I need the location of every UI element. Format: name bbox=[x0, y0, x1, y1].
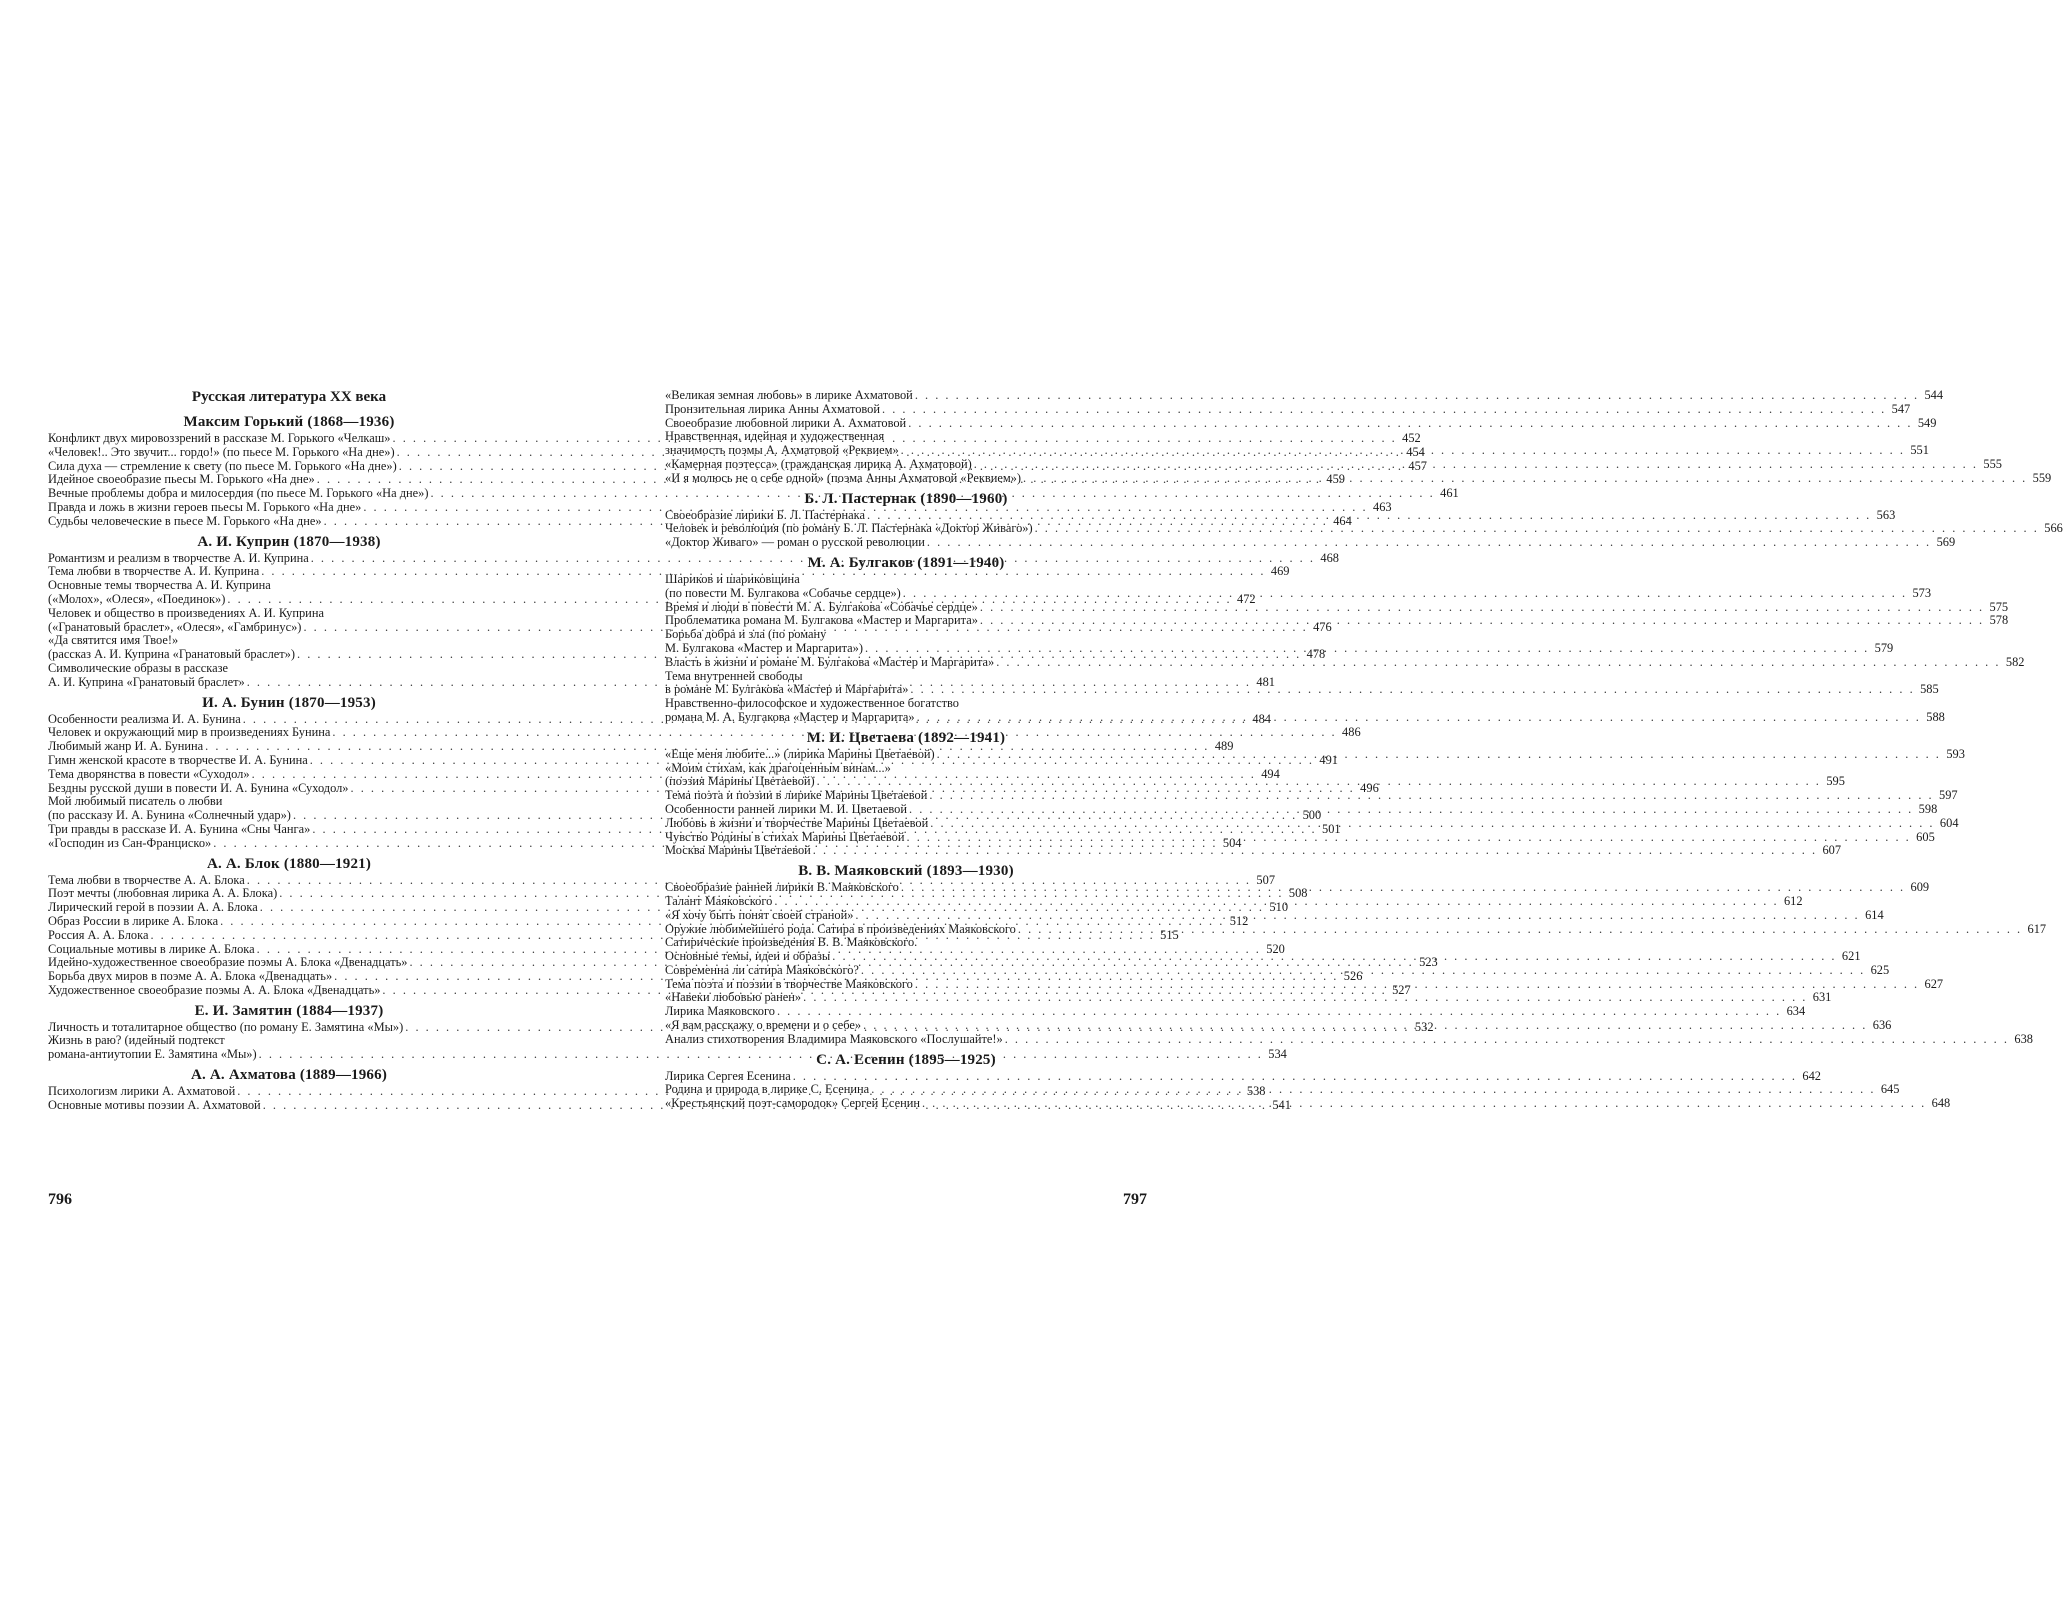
toc-entry-title: «Я хочу быть понят своей страной» bbox=[665, 907, 854, 922]
toc-entry-title: Оружие любимейшего рода. Сатира в произведениях Маяковского bbox=[665, 921, 1016, 936]
toc-entry-title: «Камерная поэтесса» (гражданская лирика А. Ахматовой) bbox=[665, 456, 972, 471]
toc-entry-page: 597 bbox=[1939, 788, 1958, 803]
toc-entry-page: 457 bbox=[1408, 458, 1427, 473]
toc-entry-title: Современна ли сатира Маяковского? bbox=[665, 962, 859, 977]
toc-entry-title: Три правды в рассказе И. А. Бунина «Сны Чанга» bbox=[48, 821, 311, 836]
toc-entry-page: 634 bbox=[1786, 1004, 1806, 1019]
main-title: Русская литература XX века bbox=[191, 389, 387, 405]
toc-entry-page: 578 bbox=[1989, 613, 2009, 628]
toc-entry-title: Сила духа — стремление к свету (по пьесе М. Горького «На дне») bbox=[48, 458, 397, 473]
toc-entry-page: 494 bbox=[1261, 766, 1280, 781]
toc-entry[interactable] bbox=[665, 990, 1832, 1005]
dot-leader bbox=[1018, 923, 2022, 937]
toc-entry-title: Время и люди в повести М. А. Булгакова «Собачье сердце» bbox=[665, 599, 978, 614]
toc-entry-page: 532 bbox=[1414, 1019, 1434, 1034]
dot-leader bbox=[882, 403, 1886, 417]
toc-entry-title-line: Основные темы творчества А. И. Куприна bbox=[48, 578, 271, 593]
toc-entry-title: Борьба двух миров в поэме А. А. Блока «Двенадцать» bbox=[48, 969, 333, 984]
toc-entry[interactable] bbox=[665, 1031, 2033, 1047]
author-heading: Максим Горький (1868—1936) bbox=[183, 414, 395, 430]
toc-entry-title: Художественное своеобразие поэмы А. А. Блока «Двенадцать» bbox=[48, 982, 381, 997]
toc-entry-title: значимость поэмы А. Ахматовой «Реквием» bbox=[665, 443, 899, 458]
toc-entry-title: Своеобразие лирики Б. Л. Пастернака bbox=[665, 507, 866, 522]
toc-entry-page: 454 bbox=[1406, 444, 1425, 459]
toc-entry-page: 526 bbox=[1343, 969, 1363, 984]
toc-entry-title: Особенности ранней лирики М. И. Цветаевой bbox=[665, 801, 908, 816]
toc-entry-page: 547 bbox=[1891, 401, 1911, 416]
toc-entry-title: Идейно-художественное своеобразие поэмы А. Блока «Двенадцать» bbox=[48, 955, 408, 970]
toc-entry-page: 504 bbox=[1222, 835, 1242, 850]
page-number-left: 796 bbox=[48, 1191, 72, 1208]
toc-entry-title: (поэзия Марины Цветаевой) bbox=[665, 774, 815, 789]
toc-entry-title: Лирический герой в поэзии А. А. Блока bbox=[48, 900, 258, 915]
dot-leader bbox=[929, 789, 1933, 803]
dot-leader bbox=[903, 587, 1907, 601]
toc-entry-page: 486 bbox=[1342, 725, 1361, 740]
toc-entry[interactable] bbox=[665, 599, 2009, 615]
toc-entry-title: Гимн женской красоте в творчестве И. А. Бунина bbox=[48, 752, 308, 767]
dot-leader bbox=[863, 1019, 1867, 1033]
toc-entry-page: 575 bbox=[1989, 599, 2009, 614]
toc-entry-title: «Господин из Сан-Франциско» bbox=[48, 835, 212, 850]
toc-entry-page: 607 bbox=[1822, 843, 1842, 858]
toc-entry-title: Любовь в жизни и творчестве Марины Цветаевой bbox=[665, 815, 929, 830]
toc-entry-title: Анализ стихотворения Владимира Маяковского «Послушайте!» bbox=[665, 1031, 1003, 1046]
toc-entry-page: 617 bbox=[2027, 921, 2047, 936]
toc-entry-page: 489 bbox=[1214, 739, 1234, 754]
toc-entry-title: Талант Маяковского bbox=[665, 893, 773, 908]
author-heading: Б. Л. Пастернак (1890—1960) bbox=[804, 490, 1008, 507]
toc-entry-page: 612 bbox=[1783, 893, 1803, 908]
toc-entry-title: в романе М. Булгакова «Мастер и Маргарита» bbox=[665, 682, 909, 697]
toc-entry-title: (по рассказу И. А. Бунина «Солнечный удар») bbox=[48, 808, 291, 823]
toc-entry-page: 510 bbox=[1269, 900, 1289, 915]
author-heading: А. И. Куприн (1870—1938) bbox=[197, 533, 381, 550]
toc-entry[interactable] bbox=[665, 415, 1937, 431]
toc-entry-title: Психологизм лирики А. Ахматовой bbox=[48, 1084, 236, 1099]
toc-entry[interactable] bbox=[665, 535, 1956, 550]
toc-entry-title: «И я молюсь не о себе одной» (поэма Анны Ахматовой «Реквием») bbox=[665, 470, 1021, 485]
dot-leader bbox=[930, 817, 1934, 831]
toc-entry-title: Правда и ложь в жизни героев пьесы М. Горького «На дне» bbox=[48, 499, 362, 514]
dot-leader bbox=[1023, 472, 2027, 486]
dot-leader bbox=[803, 991, 1807, 1005]
toc-entry[interactable] bbox=[665, 788, 1958, 803]
toc-entry-page: 614 bbox=[1865, 907, 1884, 922]
toc-entry-title: Проблематика романа М. Булгакова «Мастер и Маргарита» bbox=[665, 613, 978, 628]
toc-entry-page: 625 bbox=[1870, 962, 1890, 977]
toc-entry-page: 469 bbox=[1270, 564, 1290, 579]
author-heading: А. А. Блок (1880—1921) bbox=[206, 855, 372, 872]
dot-leader bbox=[980, 601, 1984, 615]
dot-leader bbox=[915, 978, 1919, 992]
toc-entry-page: 573 bbox=[1912, 585, 1932, 600]
toc-entry-title: Тема любви в творчестве А. И. Куприна bbox=[48, 564, 260, 579]
toc-entry-page: 527 bbox=[1392, 982, 1411, 997]
toc-entry-title: Россия А. А. Блока bbox=[48, 927, 149, 942]
toc-entry[interactable] bbox=[665, 401, 1911, 417]
dot-leader bbox=[871, 1083, 1875, 1097]
toc-entry-title: Конфликт двух мировоззрений в рассказе М. Горького «Челкаш» bbox=[48, 431, 391, 445]
toc-entry-page: 582 bbox=[2005, 654, 2025, 669]
dot-leader bbox=[817, 775, 1821, 789]
toc-entry-title: Человек и революция (по роману Б. Л. Пастернака «Доктор Живаго») bbox=[665, 521, 1033, 536]
toc-entry-page: 507 bbox=[1256, 872, 1276, 887]
toc-entry-title: (по повести М. Булгакова «Собачье сердце») bbox=[665, 585, 901, 600]
dot-leader bbox=[917, 711, 1921, 725]
toc-entry-page: 631 bbox=[1812, 990, 1832, 1005]
toc-entry-title: Пронзительная лирика Анны Ахматовой bbox=[665, 401, 880, 416]
toc-entry-page: 463 bbox=[1373, 499, 1392, 514]
toc-entry-title: Идейное своеобразие пьесы М. Горького «На дне» bbox=[48, 472, 315, 487]
toc-entry-page: 500 bbox=[1302, 808, 1322, 823]
toc-entry-page: 496 bbox=[1360, 780, 1379, 795]
toc-entry[interactable] bbox=[665, 843, 1842, 858]
dot-leader bbox=[855, 909, 1859, 923]
toc-entry-page: 609 bbox=[1910, 880, 1930, 895]
toc-entry-page: 566 bbox=[2044, 521, 2063, 536]
toc-entry-title: Чувство Родины в стихах Марины Цветаевой bbox=[665, 829, 905, 844]
author-heading: И. А. Бунин (1870—1953) bbox=[202, 694, 376, 711]
toc-entry-page: 604 bbox=[1939, 815, 1959, 830]
dot-leader bbox=[915, 389, 1919, 403]
toc-entry-title: Особенности реализма И. А. Бунина bbox=[48, 711, 241, 726]
dot-leader bbox=[901, 444, 1905, 458]
toc-entry-title: Тема дворянства в повести «Суходол» bbox=[48, 766, 250, 781]
toc-entry-title: Основные темы, идеи и образы bbox=[665, 949, 831, 964]
toc-entry-title-line: Нравственно-философское и художественное богатство bbox=[665, 696, 959, 711]
dot-leader bbox=[910, 683, 1914, 697]
toc-entry-page: 501 bbox=[1322, 821, 1341, 836]
dot-leader bbox=[1035, 522, 2039, 536]
toc-entry-page: 585 bbox=[1920, 682, 1939, 697]
toc-entry-page: 476 bbox=[1313, 619, 1332, 634]
dot-leader bbox=[907, 831, 1911, 845]
toc-entry-page: 515 bbox=[1160, 927, 1179, 942]
toc-entry-title: Личность и тоталитарное общество (по роману Е. Замятина «Мы») bbox=[48, 1019, 404, 1034]
dot-leader bbox=[909, 803, 1913, 817]
toc-entry-title: «Навеки любовью ранен» bbox=[665, 990, 802, 1005]
toc-entry-page: 621 bbox=[1841, 949, 1861, 964]
dot-leader bbox=[777, 1005, 1781, 1019]
dot-leader bbox=[867, 509, 1871, 523]
toc-entry-title: романа-антиутопии Е. Замятина «Мы») bbox=[48, 1047, 257, 1062]
toc-entry-page: 648 bbox=[1931, 1096, 1951, 1111]
toc-entry-page: 534 bbox=[1268, 1047, 1287, 1062]
dot-leader bbox=[901, 881, 1905, 895]
toc-entry-page: 636 bbox=[1872, 1018, 1892, 1033]
author-heading: В. В. Маяковский (1893—1930) bbox=[798, 863, 1014, 880]
toc-entry-title-line: «Да святится имя Твое!» bbox=[48, 633, 179, 648]
toc-entry-title: Основные мотивы поэзии А. Ахматовой bbox=[48, 1097, 261, 1112]
toc-entry-title: романа М. А. Булгакова «Мастер и Маргарита» bbox=[665, 709, 915, 724]
toc-entry-page: 642 bbox=[1802, 1068, 1821, 1083]
toc-entry-title-line: Шариков и шариковщина bbox=[665, 571, 800, 586]
toc-entry-title: «Великая земная любовь» в лирике Ахматовой bbox=[665, 388, 913, 402]
toc-entry[interactable] bbox=[665, 1068, 1821, 1084]
toc-entry-title: Поэт мечты (любовная лирика А. А. Блока) bbox=[48, 886, 278, 901]
toc-entry[interactable] bbox=[665, 521, 2063, 536]
toc-entry-title: Человек и окружающий мир в произведениях Бунина bbox=[48, 725, 331, 740]
toc-entry-page: 569 bbox=[1936, 535, 1956, 550]
toc-entry-title: Бездны русской души в повести И. А. Бунина «Суходол» bbox=[48, 780, 349, 795]
toc-entry-page: 484 bbox=[1252, 711, 1271, 726]
toc-entry-title: «Человек!.. Это звучит... гордо!» (по пьесе М. Горького «На дне») bbox=[48, 444, 395, 459]
toc-entry-title: «Еще меня любите...» (лирика Марины Цветаевой) bbox=[665, 746, 935, 761]
toc-entry-page: 461 bbox=[1440, 486, 1459, 501]
toc-entry-title-line: Человек и общество в произведениях А. И. Куприна bbox=[48, 605, 324, 620]
toc-entry-title: Социальные мотивы в лирике А. Блока bbox=[48, 941, 255, 956]
toc-entry-title: Москва Марины Цветаевой bbox=[665, 843, 811, 858]
toc-entry-title: «Крестьянский поэт-самородок» Сергей Есенин bbox=[665, 1096, 920, 1111]
dot-leader bbox=[793, 1070, 1797, 1084]
dot-leader bbox=[974, 458, 1978, 472]
toc-entry-title: Тема поэта и поэзии в творчестве Маяковского bbox=[665, 976, 913, 991]
dot-leader bbox=[865, 642, 1869, 656]
toc-entry-title: («Молох», «Олеся», «Поединок») bbox=[48, 591, 226, 606]
toc-entry-page: 555 bbox=[1983, 456, 2002, 471]
toc-entry-title-line: «Моим стихам, как драгоценным винам...» bbox=[665, 760, 891, 775]
toc-entry-page: 459 bbox=[1326, 472, 1345, 487]
toc-entry[interactable] bbox=[665, 1004, 1806, 1019]
toc-entry-page: 452 bbox=[1402, 431, 1421, 445]
toc-entry-page: 588 bbox=[1926, 709, 1945, 724]
dot-leader bbox=[813, 844, 1817, 858]
toc-entry-page: 472 bbox=[1237, 591, 1256, 606]
toc-entry-title: М. Булгакова «Мастер и Маргарита») bbox=[665, 640, 863, 655]
toc-entry-title: Образ России в лирике А. Блока bbox=[48, 913, 219, 928]
toc-entry-page: 595 bbox=[1826, 774, 1845, 789]
dot-leader bbox=[980, 614, 1984, 628]
author-heading: Е. И. Замятин (1884—1937) bbox=[194, 1002, 384, 1019]
toc-entry-title: Романтизм и реализм в творчестве А. И. Куприна bbox=[48, 550, 309, 565]
dot-leader bbox=[832, 950, 1836, 964]
toc-entry-page: 520 bbox=[1266, 941, 1285, 956]
toc-entry-title: Судьбы человеческие в пьесе М. Горького «На дне» bbox=[48, 513, 322, 528]
dot-leader bbox=[996, 656, 2000, 670]
toc-entry-page: 541 bbox=[1272, 1097, 1291, 1112]
toc-entry-title: Лирика Маяковского bbox=[665, 1004, 775, 1019]
toc-entry-page: 491 bbox=[1319, 752, 1338, 767]
toc-entry-page: 605 bbox=[1916, 829, 1935, 844]
toc-entry-title: Вечные проблемы добра и милосердия (по пьесе М. Горького «На дне») bbox=[48, 486, 429, 501]
toc-entry-page: 559 bbox=[2032, 470, 2052, 485]
dot-leader bbox=[908, 417, 1912, 431]
toc-entry-page: 638 bbox=[2014, 1031, 2033, 1046]
toc-entry-page: 593 bbox=[1946, 746, 1965, 761]
toc-entry-page: 523 bbox=[1419, 955, 1438, 970]
toc-entry-page: 627 bbox=[1924, 976, 1944, 991]
toc-entry-title: «Я вам расскажу о времени и о себе» bbox=[665, 1018, 862, 1033]
toc-entry-page: 478 bbox=[1306, 647, 1326, 662]
toc-entry-page: 464 bbox=[1333, 513, 1352, 528]
toc-entry-page: 551 bbox=[1910, 443, 1929, 458]
toc-entry-title: (рассказ А. И. Куприна «Гранатовый браслет») bbox=[48, 647, 295, 662]
author-heading: М. И. Цветаева (1892—1941) bbox=[806, 729, 1006, 746]
author-heading: М. А. Булгаков (1891—1940) bbox=[807, 554, 1005, 571]
toc-entry-title: Любимый жанр И. А. Бунина bbox=[48, 739, 204, 754]
toc-entry-page: 512 bbox=[1229, 913, 1249, 928]
toc-entry-title-line: Борьба добра и зла (по роману bbox=[665, 627, 827, 642]
toc-entry-page: 544 bbox=[1924, 388, 1944, 402]
toc-entry-page: 508 bbox=[1288, 886, 1308, 901]
toc-entry[interactable] bbox=[665, 682, 1939, 697]
toc-entry-title-line: Мой любимый писатель о любви bbox=[48, 794, 223, 809]
toc-entry-title-line: Символические образы в рассказе bbox=[48, 660, 229, 675]
toc-entry-title: («Гранатовый браслет», «Олеся», «Гамбринус») bbox=[48, 619, 302, 634]
toc-entry-title: Власть в жизни и романе М. Булгакова «Мастер и Маргарита» bbox=[665, 654, 995, 669]
toc-entry-title-line: Тема внутренней свободы bbox=[665, 668, 803, 683]
toc-entry[interactable] bbox=[665, 388, 1944, 403]
toc-entry-page: 538 bbox=[1246, 1084, 1266, 1099]
dot-leader bbox=[937, 748, 1941, 762]
toc-entry-title-line: Жизнь в раю? (идейный подтекст bbox=[48, 1033, 225, 1048]
author-heading: С. А. Есенин (1895—1925) bbox=[816, 1051, 996, 1068]
dot-leader bbox=[927, 536, 1931, 550]
dot-leader bbox=[922, 1097, 1926, 1111]
dot-leader bbox=[774, 895, 1778, 909]
author-heading: А. А. Ахматова (1889—1966) bbox=[190, 1067, 388, 1084]
toc-entry-title-line: Нравственная, идейная и художественная bbox=[665, 429, 885, 444]
toc-entry-page: 579 bbox=[1874, 640, 1894, 655]
toc-entry-page: 598 bbox=[1918, 801, 1938, 816]
dot-leader bbox=[1005, 1033, 2009, 1047]
page-number-right: 797 bbox=[1123, 1191, 1147, 1208]
toc-entry-page: 468 bbox=[1320, 550, 1339, 565]
toc-entry-page: 549 bbox=[1917, 415, 1937, 430]
toc-entry-page: 563 bbox=[1876, 507, 1896, 522]
toc-entry-title: А. И. Куприна «Гранатовый браслет» bbox=[48, 674, 245, 689]
toc-entry-title-line: Сатирические произведения В. В. Маяковского. bbox=[665, 935, 918, 950]
toc-entry-title: Лирика Сергея Есенина bbox=[665, 1068, 791, 1083]
toc-entry-title: Тема любви в творчестве А. А. Блока bbox=[48, 872, 245, 887]
toc-entry-title: Родина и природа в лирике С. Есенина bbox=[665, 1082, 870, 1097]
toc-entry-page: 645 bbox=[1880, 1082, 1900, 1097]
toc-entry-page: 481 bbox=[1256, 674, 1275, 689]
toc-entry-title: Своеобразие любовной лирики А. Ахматовой bbox=[665, 415, 907, 430]
toc-entry-title: Своеобразие ранней лирики В. Маяковского bbox=[665, 880, 899, 895]
toc-entry-title: «Доктор Живаго» — роман о русской революции bbox=[665, 535, 925, 550]
dot-leader bbox=[861, 964, 1865, 978]
toc-entry-title: Тема поэта и поэзии в лирике Марины Цветаевой bbox=[665, 788, 928, 803]
